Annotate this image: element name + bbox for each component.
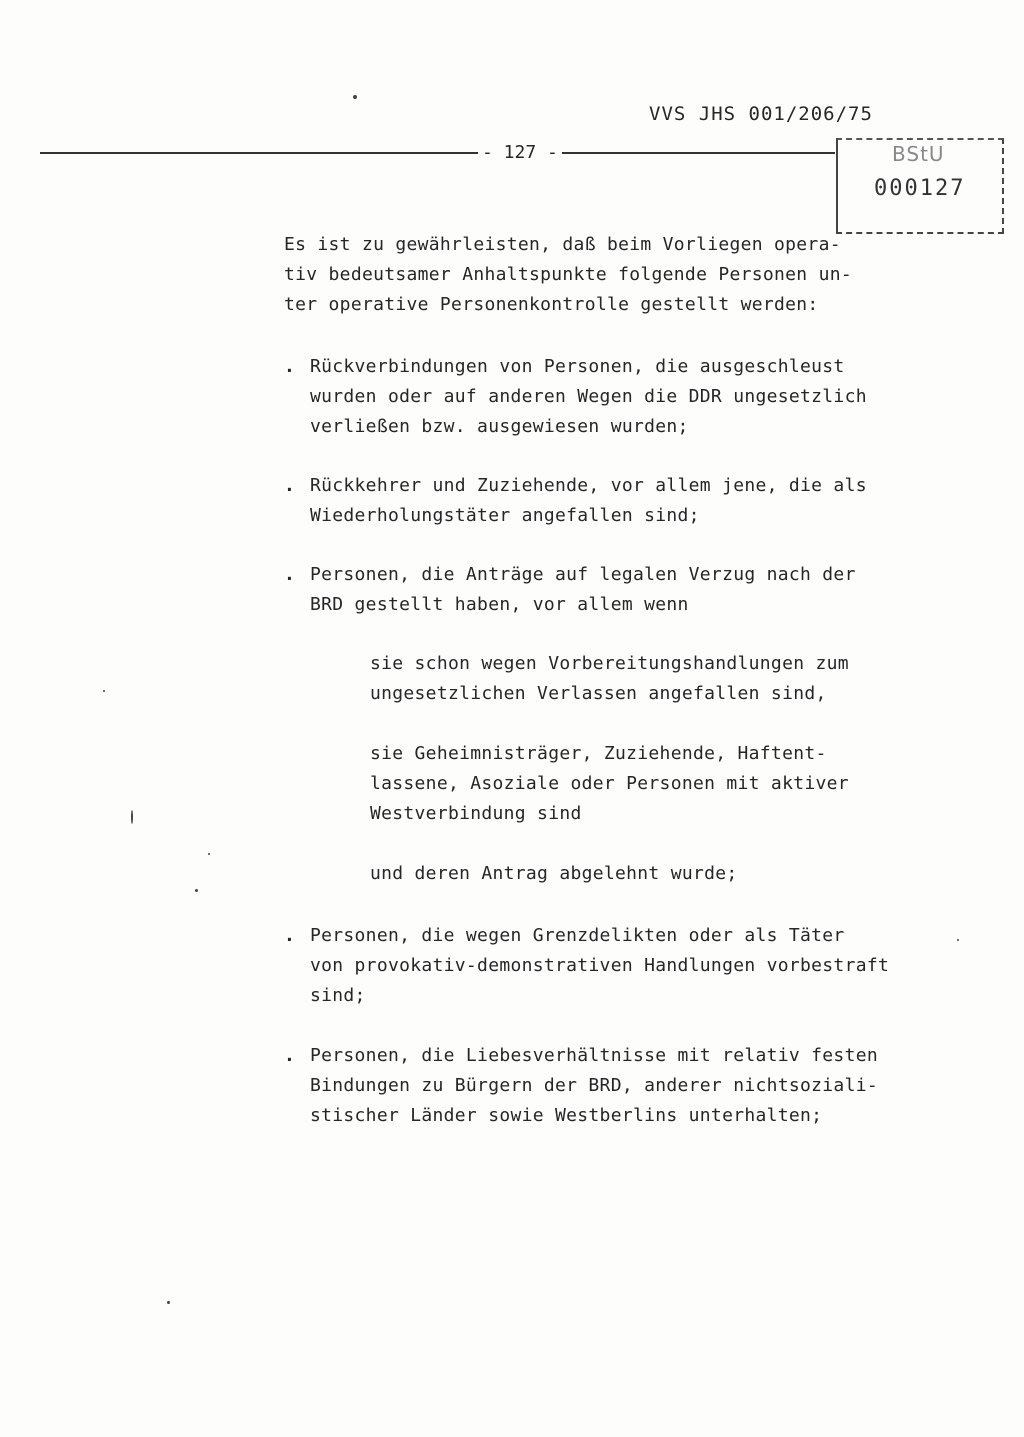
text-line: von provokativ-demonstrativen Handlungen vorbestraft <box>310 955 890 976</box>
archive-stamp <box>836 138 1002 232</box>
text-line: sie schon wegen Vorbereitungshandlungen zum <box>370 653 849 674</box>
sub-paragraph-2 <box>370 739 849 829</box>
text-line: wurden oder auf anderen Wegen die DDR ungesetzlich <box>310 386 867 407</box>
list-item-3 <box>310 560 856 620</box>
header-rule <box>40 152 835 154</box>
text-line: ter operative Personenkontrolle gestellt werden: <box>284 294 819 315</box>
text-line: verließen bzw. ausgewiesen wurden; <box>310 416 689 437</box>
text-line: sind; <box>310 985 366 1006</box>
list-item-5 <box>310 1041 878 1131</box>
list-item-2 <box>310 471 867 531</box>
scan-speck <box>957 939 959 941</box>
text-line: lassene, Asoziale oder Personen mit aktiver <box>370 773 849 794</box>
scan-speck <box>195 889 198 892</box>
stamp-number: 000127 <box>874 176 966 201</box>
text-line: Rückverbindungen von Personen, die ausgeschleust <box>310 356 845 377</box>
text-line: Westverbindung sind <box>370 803 582 824</box>
text-line: sie Geheimnisträger, Zuziehende, Haftent- <box>370 743 827 764</box>
scan-speck <box>167 1301 170 1304</box>
text-line: Personen, die Anträge auf legalen Verzug nach der <box>310 564 856 585</box>
scan-speck <box>131 810 133 824</box>
text-line: stischer Länder sowie Westberlins unterhalten; <box>310 1105 823 1126</box>
scan-speck <box>208 853 210 855</box>
text-line: Wiederholungstäter angefallen sind; <box>310 505 700 526</box>
text-line: Bindungen zu Bürgern der BRD, anderer nichtsoziali- <box>310 1075 878 1096</box>
bullet-marker: . <box>284 1045 295 1066</box>
intro-paragraph <box>284 230 852 320</box>
text-line: Personen, die Liebesverhältnisse mit relativ festen <box>310 1045 878 1066</box>
stamp-label: BStU <box>892 142 945 166</box>
bullet-marker: . <box>284 564 295 585</box>
sub-paragraph-3 <box>370 859 738 889</box>
text-line: und deren Antrag abgelehnt wurde; <box>370 863 738 884</box>
text-line: ungesetzlichen Verlassen angefallen sind, <box>370 683 827 704</box>
text-line: tiv bedeutsamer Anhaltspunkte folgende Personen un- <box>284 264 852 285</box>
list-item-1 <box>310 352 867 442</box>
scan-speck <box>103 690 105 692</box>
bullet-marker: . <box>284 356 295 377</box>
text-line: BRD gestellt haben, vor allem wenn <box>310 594 689 615</box>
list-item-4 <box>310 921 889 1011</box>
page-number: - 127 - <box>478 142 562 163</box>
document-reference: VVS JHS 001/206/75 <box>649 103 873 125</box>
text-line: Es ist zu gewährleisten, daß beim Vorliegen opera- <box>284 234 841 255</box>
bullet-marker: . <box>284 925 295 946</box>
bullet-marker: . <box>284 475 295 496</box>
text-line: Rückkehrer und Zuziehende, vor allem jene, die als <box>310 475 867 496</box>
text-line: Personen, die wegen Grenzdelikten oder als Täter <box>310 925 845 946</box>
scan-speck <box>353 95 357 99</box>
sub-paragraph-1 <box>370 649 849 709</box>
